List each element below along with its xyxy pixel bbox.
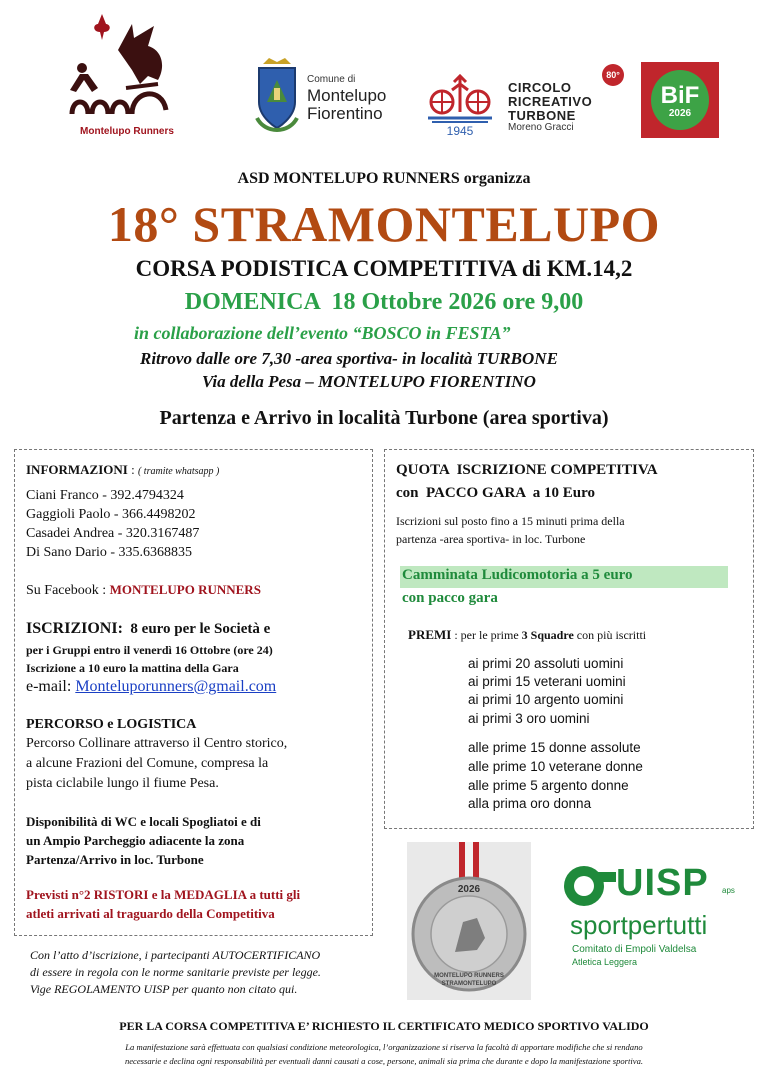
prize-women-4: alla prima oro donna [468,796,592,811]
prize-women-2: alle prime 10 veterane donne [468,759,643,774]
prize-women-3: alle prime 5 argento donne [468,778,629,793]
coat-of-arms-icon [255,58,299,140]
uisp-emblem-icon [562,864,618,910]
prize-women-1: alle prime 15 donne assolute [468,740,641,755]
medal-photo [407,842,531,1000]
contact-3: Casadei Andrea - 320.3167487 [26,526,200,541]
prize-men-2: ai primi 15 veterani uomini [468,674,626,689]
premi-bold: 3 Squadre [521,628,574,642]
uisp-aps: aps [722,886,735,895]
event-title: 18° STRAMONTELUPO [107,196,661,252]
uisp-name: UISP [616,862,709,904]
uisp-committee: Comitato di Empoli Valdelsa [572,944,697,955]
uisp-league: Atletica Leggera [572,957,638,967]
circolo-line3: TURBONE [508,108,576,123]
bif-year: 2026 [668,108,692,119]
medal-ring-text: MONTELUPO RUNNERS STRAMONTELUPO [434,973,504,987]
montelupo-runners-logo [62,10,192,140]
iscrizioni-line1 [26,620,270,638]
percorso-line-3: pista ciclabile lungo il fiume Pesa. [26,776,219,791]
quota-line-1: QUOTA ISCRIZIONE COMPETITIVA [396,462,658,478]
iscrizioni-line2: per i Gruppi entro il venerdì 16 Ottobre (ore 24) [26,643,273,657]
ristori-line-1: Previsti n°2 RISTORI e la MEDAGLIA a tutti gli [26,887,301,902]
facebook-label: Su Facebook : [26,583,110,598]
email-link[interactable]: Monteluporunners@gmail.com [75,678,277,695]
event-subtitle: CORSA PODISTICA COMPETITIVA di KM.14,2 [135,256,633,281]
iscrizioni-societa: 8 euro per le Società e [122,621,271,637]
prize-men-1: ai primi 20 assoluti uomini [468,656,624,671]
info-note: ( tramite whatsapp ) [137,466,220,477]
event-date: DOMENICA 18 Ottobre 2026 ore 9,00 [184,289,584,315]
contact-2: Gaggioli Paolo - 366.4498202 [26,507,196,522]
address-line: Via della Pesa – MONTELUPO FIORENTINO [202,372,536,391]
percorso-title: PERCORSO e LOGISTICA [26,717,197,732]
circolo-line2: RICREATIVO [508,94,593,109]
info-heading [26,462,219,478]
comune-line3: Fiorentino [307,104,383,123]
wc-line-1: Disponibilità di WC e locali Spogliatoi e di [26,814,261,829]
circolo-line4: Moreno Gracci [508,122,574,133]
facebook-value: MONTELUPO RUNNERS [109,582,261,597]
percorso-line-2: a alcune Frazioni del Comune, compresa la [26,756,269,771]
uisp-tagline: sportpertutti [570,910,708,940]
ristori-line-2: atleti arrivati al traguardo della Competitiva [26,906,275,921]
premi-line [408,627,646,643]
info-colon: : [127,462,138,477]
prize-men-3: ai primi 10 argento uomini [468,692,624,707]
contact-1: Ciani Franco - 392.4794324 [26,488,184,503]
ritrovo-line: Ritrovo dalle ore 7,30 -area sportiva- in località TURBONE [140,349,558,368]
wheel-emblem-icon [424,72,496,124]
camminata-line-2: con pacco gara [402,590,498,606]
organizer-line: ASD MONTELUPO RUNNERS organizza [237,170,531,187]
percorso-line-1: Percorso Collinare attraverso il Centro storico, [26,736,288,751]
info-title: INFORMAZIONI [26,462,128,477]
medal-year: 2026 [457,884,481,895]
bif-2026-logo [641,62,719,138]
disclaimer-line-2: necessarie e declina ogni responsabilità per eventuali danni causati a cose, persone, animali sia prima che durante e dopo la manifestazione sportiva. [124,1056,644,1066]
certificato-line: PER LA CORSA COMPETITIVA E’ RICHIESTO IL CERTIFICATO MEDICO SPORTIVO VALIDO [119,1019,649,1033]
circolo-80-badge: 80° [602,64,624,86]
comune-line2: Montelupo [307,86,387,105]
start-finish-line: Partenza e Arrivo in località Turbone (area sportiva) [159,407,609,429]
email-label: e-mail: [26,678,76,695]
camminata-line-1: Camminata Ludicomotoria a 5 euro [402,567,633,583]
uisp-logo [552,864,740,970]
runners-logo-caption: Montelupo Runners [80,126,174,137]
premi-text-b: con più iscritti [573,628,647,642]
runners-wolf-icon [62,10,192,140]
quota-line-2: con PACCO GARA a 10 Euro [396,485,596,501]
facebook-line [26,582,261,599]
comune-montelupo-logo [255,58,405,140]
circolo-line1: CIRCOLO [508,80,572,95]
year-1945-logo [424,72,496,140]
contact-4: Di Sano Dario - 335.6368835 [26,545,193,560]
autocert-line-3: Vige REGOLAMENTO UISP per quanto non citato qui. [30,982,298,996]
disclaimer-line-1: La manifestazione sarà effettuata con qualsiasi condizione meteorologica, l’organizzazione si riserva la facoltà di apportare modifiche che si rendano [125,1042,643,1052]
prize-men-4: ai primi 3 oro uomini [468,711,590,726]
premi-text-a: : per le prime [451,628,522,642]
iscrizioni-title: ISCRIZIONI: [26,620,123,637]
email-line [26,678,276,696]
comune-line1: Comune di [307,74,356,85]
circolo-turbone-logo [506,64,626,134]
premi-title: PREMI [408,627,452,642]
year-1945-label: 1945 [446,124,474,138]
posto-line-1: Iscrizioni sul posto fino a 15 minuti prima della [396,514,625,528]
wc-line-2: un Ampio Parcheggio adiacente la zona [26,833,245,848]
autocert-line-2: di essere in regola con le norme sanitarie previste per legge. [30,965,321,979]
posto-line-2: partenza -area sportiva- in loc. Turbone [396,532,586,546]
wc-line-3: Partenza/Arrivo in loc. Turbone [26,852,204,867]
autocert-line-1: Con l’atto d’iscrizione, i partecipanti AUTOCERTIFICANO [30,948,321,962]
iscrizioni-line3: Iscrizione a 10 euro la mattina della Gara [26,661,239,675]
collaboration-line: in collaborazione dell’evento “BOSCO in FESTA” [134,323,511,343]
bif-name: BiF [660,82,700,109]
